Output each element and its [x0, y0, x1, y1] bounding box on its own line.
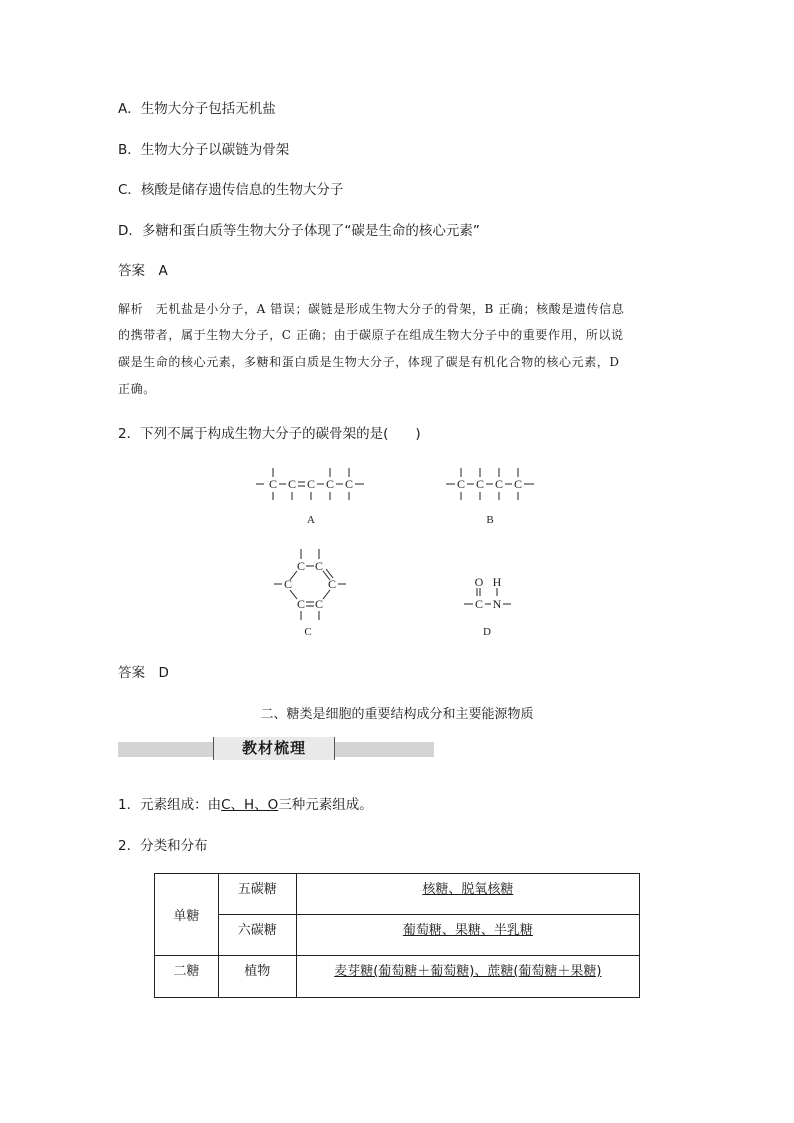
item-1-suffix: 三种元素组成。: [278, 797, 373, 813]
table-cell-items-text: 核糖、脱氧核糖: [422, 882, 514, 897]
atom-c: C: [314, 597, 324, 611]
table-cell-type-text: 五碳糖: [237, 882, 277, 897]
structure-c-diagram: [268, 546, 352, 640]
atom-c: C: [327, 577, 337, 591]
structure-a-label: A: [307, 514, 315, 526]
structure-b-diagram: [442, 464, 542, 528]
table-cell-group: [155, 956, 219, 998]
atom-c: C: [287, 477, 297, 491]
atom-n: N: [492, 597, 502, 611]
atom-c: C: [494, 477, 504, 491]
table-cell-type-text: 六碳糖: [237, 923, 277, 938]
atom-c: C: [513, 477, 523, 491]
section-heading: 二、糖类是细胞的重要结构成分和主要能源物质: [260, 707, 534, 722]
atom-c: C: [475, 477, 485, 491]
atom-c: C: [325, 477, 335, 491]
table-cell-items: [296, 915, 639, 956]
analysis-line-2: 的携带者，属于生物大分子，C 正确；由于碳原子在组成生物大分子中的重要作用，所以说: [118, 328, 624, 342]
atom-c: C: [344, 477, 354, 491]
answer-2: 答案 D: [118, 665, 169, 681]
item-1-elements: C、H、O: [221, 797, 279, 813]
atom-c: C: [283, 577, 293, 591]
table-row: [155, 874, 640, 915]
atom-o: O: [474, 575, 484, 589]
banner-title: 教材梳理: [213, 737, 335, 760]
table-cell-items-text: 葡萄糖、果糖、半乳糖: [402, 923, 533, 938]
atom-c: C: [314, 559, 324, 573]
table-cell-type: [218, 956, 296, 998]
item-1: [118, 793, 373, 813]
atom-c: C: [306, 477, 316, 491]
structure-c-label: C: [304, 626, 312, 638]
question-2: 2．下列不属于构成生物大分子的碳骨架的是( ): [118, 426, 421, 442]
option-c: C．核酸是储存遗传信息的生物大分子: [118, 182, 344, 198]
atom-c: C: [296, 597, 306, 611]
table-cell-items: [296, 956, 639, 998]
table-row: [155, 956, 640, 998]
analysis-line-1: 解析 无机盐是小分子，A 错误；碳链是形成生物大分子的骨架，B 正确；核酸是遗传信息: [118, 302, 625, 316]
sugar-table: [154, 873, 640, 998]
table-cell-items: [296, 874, 639, 915]
option-d: D．多糖和蛋白质等生物大分子体现了“碳是生命的核心元素”: [118, 223, 480, 239]
atom-c: C: [474, 597, 484, 611]
table-cell-group-text: 二糖: [173, 964, 200, 979]
option-a: A．生物大分子包括无机盐: [118, 101, 276, 117]
structure-b-label: B: [486, 514, 494, 526]
table-cell-type: [218, 915, 296, 956]
atom-h: H: [492, 575, 502, 589]
structure-d-label: D: [483, 626, 491, 638]
analysis-line-3: 碳是生命的核心元素，多糖和蛋白质是生物大分子，体现了碳是有机化合物的核心元素，D: [118, 355, 620, 369]
table-cell-items-text: 麦芽糖(葡萄糖＋葡萄糖)、蔗糖(葡萄糖＋果糖): [334, 964, 602, 979]
table-cell-type: [218, 874, 296, 915]
analysis-line-4: 正确。: [118, 382, 156, 396]
atom-c: C: [456, 477, 466, 491]
structure-d-diagram: [460, 574, 520, 638]
option-b: B．生物大分子以碳链为骨架: [118, 142, 290, 158]
structure-a-diagram: [252, 464, 372, 528]
item-1-prefix: 1．元素组成：由: [118, 797, 222, 813]
answer-1: 答案 A: [118, 263, 168, 279]
table-cell-type-text: 植物: [244, 964, 271, 979]
table-cell-group: 单糖: [155, 874, 219, 956]
atom-c: C: [296, 559, 306, 573]
item-2: 2．分类和分布: [118, 838, 208, 854]
atom-c: C: [268, 477, 278, 491]
table-row: [155, 915, 640, 956]
